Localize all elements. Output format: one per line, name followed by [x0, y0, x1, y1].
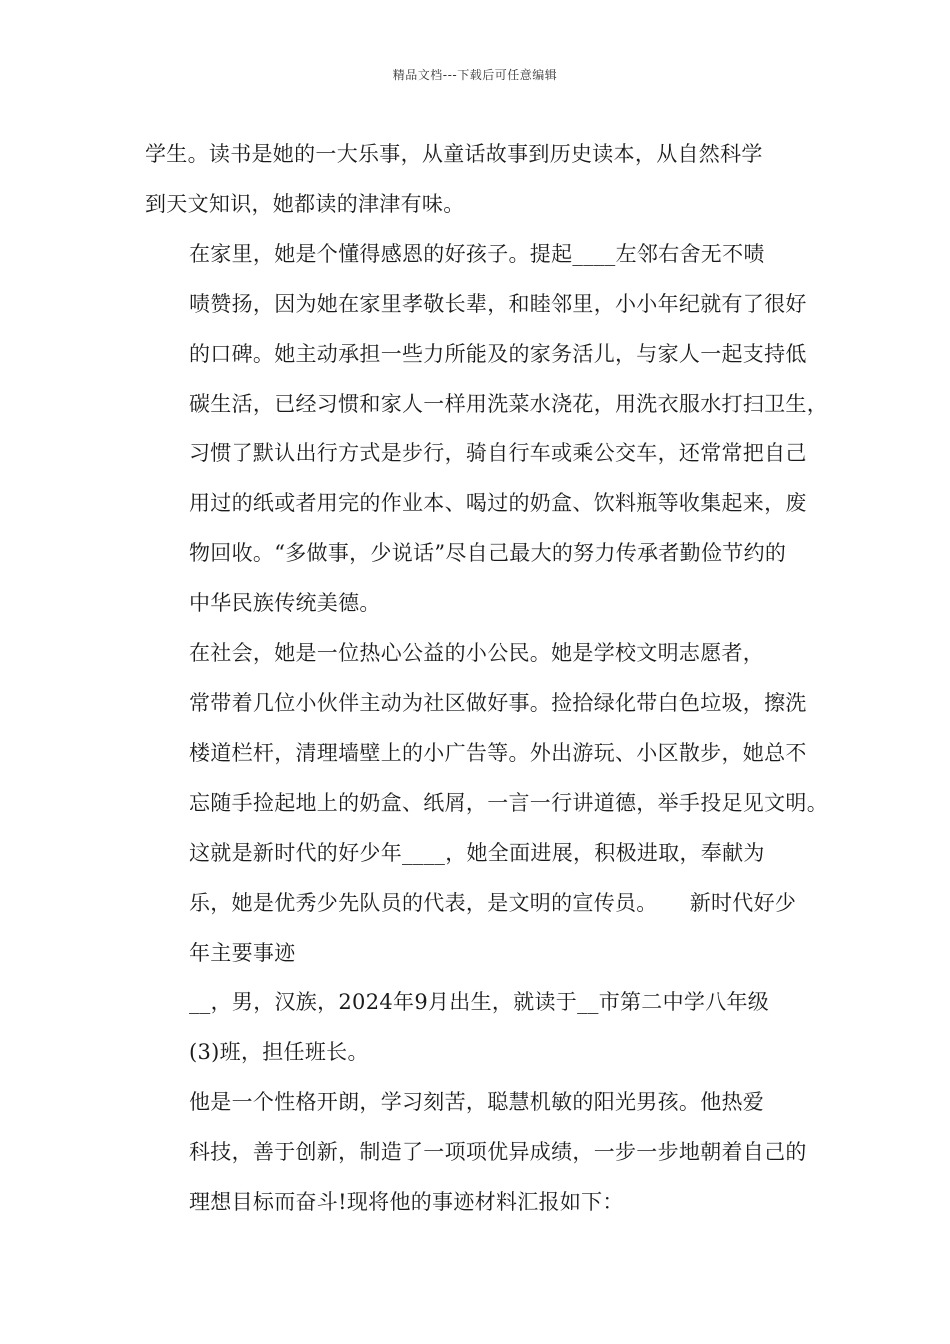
text-line: (3)班，担任班长。: [189, 1040, 369, 1065]
page-header: 精品文档---下载后可任意编辑: [392, 68, 558, 82]
text-line: 理想目标而奋斗!现将他的事迹材料汇报如下：: [189, 1190, 624, 1215]
text-line: 用过的纸或者用完的作业本、喝过的奶盒、饮料瓶等收集起来，废: [189, 491, 807, 516]
text-line: 科技，善于创新，制造了一项项优异成绩，一步一步地朝着自己的: [189, 1140, 807, 1165]
text-line: 年主要事迹: [189, 940, 296, 965]
text-line: 中华民族传统美德。: [189, 591, 381, 616]
paragraph-1: [145, 130, 810, 230]
text-line: __，男，汉族，2024年9月出生，就读于__市第二中学八年级: [189, 990, 770, 1015]
text-line: 物回收。“多做事，少说话”尽自己最大的努力传承者勤俭节约的: [189, 541, 787, 566]
text-line: 到天文知识，她都读的津津有味。: [145, 191, 465, 216]
text-line: 忘随手捡起地上的奶盒、纸屑，一言一行讲道德，举手投足见文明。: [189, 790, 828, 815]
paragraph-2: [145, 230, 828, 629]
document-body: [145, 130, 828, 1228]
text-line: 啧赞扬，因为她在家里孝敬长辈，和睦邻里，小小年纪就有了很好: [189, 291, 807, 316]
text-line: 乐，她是优秀少先队员的代表，是文明的宣传员。 新时代好少: [189, 890, 797, 915]
text-line: 的口碑。她主动承担一些力所能及的家务活儿，与家人一起支持低: [189, 341, 807, 366]
text-line: 在社会，她是一位热心公益的小公民。她是学校文明志愿者，: [189, 641, 765, 666]
paragraph-6: [145, 1078, 810, 1228]
paragraph-5: [145, 978, 810, 1078]
text-line: 碳生活，已经习惯和家人一样用洗菜水浇花，用洗衣服水打扫卫生，: [189, 391, 828, 416]
text-line: 这就是新时代的好少年____，她全面进展，积极进取，奉献为: [189, 840, 765, 865]
paragraph-4: [145, 829, 810, 979]
text-line: 楼道栏杆，清理墙壁上的小广告等。外出游玩、小区散步，她总不: [189, 740, 807, 765]
text-line: 习惯了默认出行方式是步行，骑自行车或乘公交车，还常常把自己: [189, 441, 807, 466]
text-line: 学生。读书是她的一大乐事，从童话故事到历史读本，从自然科学: [145, 142, 763, 166]
text-line: 常带着几位小伙伴主动为社区做好事。捡拾绿化带白色垃圾，擦洗: [189, 690, 807, 715]
text-line: 在家里，她是个懂得感恩的好孩子。提起____左邻右舍无不啧: [189, 241, 765, 266]
text-line: 他是一个性格开朗，学习刻苦，聪慧机敏的阳光男孩。他热爱: [189, 1090, 765, 1115]
paragraph-3: [145, 629, 828, 829]
